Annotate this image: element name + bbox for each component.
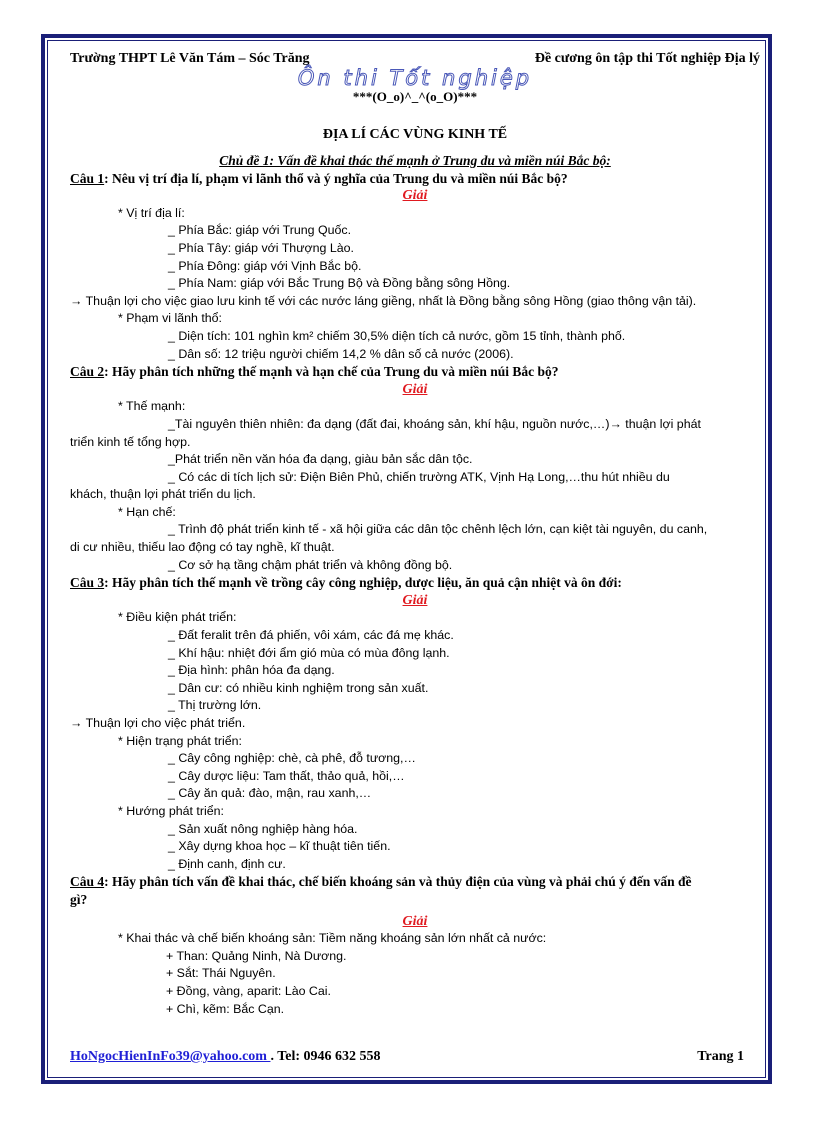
bullet-heading: * Vị trí địa lí: — [118, 205, 185, 220]
wordart-banner: Ôn thi Tốt nghiệp — [297, 66, 533, 90]
answer-heading: Giải — [402, 592, 428, 608]
list-item: _ Địa hình: phân hóa đa dạng. — [168, 663, 335, 678]
question-label: Câu 2 — [70, 364, 105, 380]
list-item: _Tài nguyên thiên nhiên: đa dạng (đất đai, khoáng sản, khí hậu, nguồn nước,…)→ thuận lợi phát — [168, 416, 701, 431]
question-3 — [70, 574, 760, 592]
question-label: Câu 1 — [70, 170, 105, 186]
list-item: _Phát triển nền văn hóa đa dạng, giàu bản sắc dân tộc. — [168, 452, 473, 467]
answer-heading: Giải — [402, 188, 428, 204]
school-name: Trường THPT Lê Văn Tám – Sóc Trăng — [70, 51, 310, 66]
list-item: _ Dân số: 12 triệu người chiếm 14,2 % dân số cả nước (2006). — [168, 346, 514, 361]
bullet-heading: * Điều kiện phát triển: — [118, 610, 237, 625]
decorative-emoticons: ***(O_o)^_^(o_O)*** — [352, 89, 478, 104]
bullet-heading: * Phạm vi lãnh thổ: — [118, 311, 223, 326]
list-item: _ Xây dựng khoa học – kĩ thuật tiên tiến. — [168, 839, 391, 854]
bullet-heading: * Hiện trạng phát triển: — [118, 733, 242, 748]
list-item: _ Phía Nam: giáp với Bắc Trung Bộ và Đồng bằng sông Hồng. — [168, 276, 511, 291]
email-link[interactable]: HoNgocHienInFo39@yahoo.com — [70, 1049, 271, 1064]
list-item-continuation: triển kinh tế tổng hợp. — [70, 434, 191, 449]
list-item-continuation: di cư nhiều, thiếu lao động có tay nghề, kĩ thuật. — [70, 540, 335, 555]
list-item: + Đồng, vàng, aparit: Lào Cai. — [166, 983, 331, 998]
question-1 — [70, 170, 760, 188]
list-item: _ Thị trường lớn. — [168, 698, 262, 713]
list-item-continuation: khách, thuận lợi phát triển du lịch. — [70, 487, 256, 502]
list-item: _ Phía Bắc: giáp với Trung Quốc. — [168, 223, 352, 238]
list-item: _ Cây công nghiệp: chè, cà phê, đỗ tương,… — [168, 751, 416, 766]
question-text: : Hãy phân tích vấn đề khai thác, chế biến khoáng sản và thủy điện của vùng và phải chú ý đến vấn đề — [104, 874, 692, 890]
topic-heading: Chủ đề 1: Vấn đề khai thác thế mạnh ở Trung du và miền núi Bắc bộ: — [219, 153, 611, 168]
page-footer — [70, 1049, 744, 1065]
list-item: _ Phía Tây: giáp với Thượng Lào. — [168, 240, 354, 255]
list-item: _ Cơ sở hạ tầng chậm phát triển và không đồng bộ. — [168, 557, 453, 572]
question-2 — [70, 363, 760, 381]
list-item: + Chì, kẽm: Bắc Cạn. — [166, 1001, 285, 1016]
list-item: + Sắt: Thái Nguyên. — [166, 966, 276, 981]
list-item: _ Khí hậu: nhiệt đới ẩm gió mùa có mùa đông lạnh. — [168, 645, 450, 660]
list-item: _ Diện tích: 101 nghìn km² chiếm 30,5% diện tích cả nước, gồm 15 tỉnh, thành phố. — [168, 328, 626, 343]
document-subject: Đề cương ôn tập thi Tốt nghiệp Địa lý — [534, 51, 760, 66]
list-item: + Than: Quảng Ninh, Nà Dương. — [166, 948, 347, 963]
conclusion-line: → Thuận lợi cho việc giao lưu kinh tế với các nước láng giềng, nhất là Đồng bằng sông Hồng (giao thông vận tải). — [70, 293, 697, 308]
list-item: _ Có các di tích lịch sử: Điện Biên Phủ, chiến trường ATK, Vịnh Hạ Long,…thu hút nhiều du — [168, 469, 670, 484]
list-item: _ Cây dược liệu: Tam thất, thảo quả, hồi,… — [168, 768, 405, 783]
question-4 — [70, 873, 760, 891]
bullet-heading: * Thế mạnh: — [118, 399, 186, 414]
list-item: _ Dân cư: có nhiều kinh nghiệm trong sản xuất. — [168, 680, 429, 695]
question-text: : Hãy phân tích thế mạnh về trồng cây công nghiệp, dược liệu, ăn quả cận nhiệt và ôn đới: — [104, 575, 622, 591]
conclusion-line: → Thuận lợi cho việc phát triển. — [70, 716, 246, 730]
list-item: _ Đất feralit trên đá phiến, vôi xám, các đá mẹ khác. — [168, 628, 454, 643]
list-item: _ Định canh, định cư. — [168, 856, 286, 871]
list-item: _ Cây ăn quả: đào, mận, rau xanh,… — [168, 786, 372, 801]
page-number: Trang 1 — [697, 1049, 744, 1064]
footer-contact — [70, 1049, 381, 1065]
list-item: _ Phía Đông: giáp với Vịnh Bắc bộ. — [168, 258, 362, 273]
question-label: Câu 3 — [70, 575, 105, 591]
page-title: ĐỊA LÍ CÁC VÙNG KINH TẾ — [322, 127, 508, 142]
document-body — [70, 50, 760, 1018]
list-item: _ Trình độ phát triển kinh tế - xã hội giữa các dân tộc chênh lệch lớn, cạn kiệt tài nguyên, du canh, — [168, 522, 708, 537]
list-item: _ Sản xuất nông nghiệp hàng hóa. — [168, 821, 358, 836]
answer-heading: Giải — [402, 381, 428, 397]
phone-number: . Tel: 0946 632 558 — [270, 1049, 381, 1064]
bullet-heading: * Hạn chế: — [118, 504, 176, 519]
question-text: : Hãy phân tích những thế mạnh và hạn chế của Trung du và miền núi Bắc bộ? — [104, 364, 559, 380]
bullet-heading: * Khai thác và chế biến khoáng sản: Tiềm năng khoáng sản lớn nhất cả nước: — [118, 931, 547, 946]
answer-heading: Giải — [402, 913, 428, 929]
question-label: Câu 4 — [70, 874, 105, 890]
question-4-continuation: gì? — [70, 891, 88, 907]
bullet-heading: * Hướng phát triển: — [118, 803, 224, 818]
question-text: : Nêu vị trí địa lí, phạm vi lãnh thổ và ý nghĩa của Trung du và miền núi Bắc bộ? — [104, 170, 568, 186]
